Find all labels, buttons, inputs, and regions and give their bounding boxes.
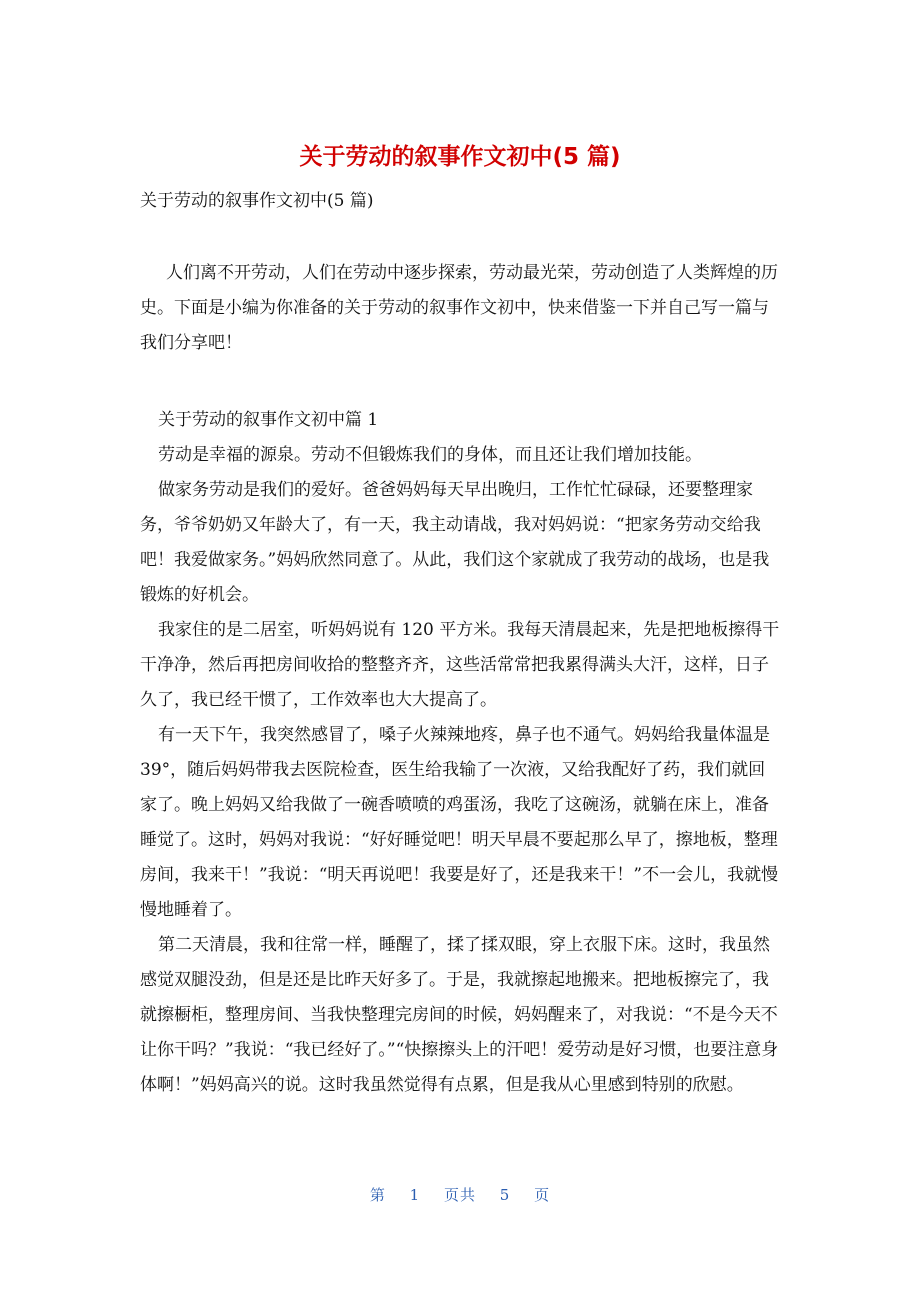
intro-paragraph: 人们离不开劳动，人们在劳动中逐步探索，劳动最光荣，劳动创造了人类辉煌的历史。下面是小编为你准备的关于劳动的叙事作文初中，快来借鉴一下并自己写一篇与我们分享吧！ [140,263,778,353]
document-title: 关于劳动的叙事作文初中(5 篇) [299,144,621,170]
page-label-suffix: 页 [534,1186,551,1204]
article-paragraph: 第二天清晨，我和往常一样，睡醒了，揉了揉双眼，穿上衣服下床。这时，我虽然感觉双腿没劲，但是还是比昨天好多了。于是，我就擦起地搬来。把地板擦完了，我就擦橱柜，整理房间、当我快整理完房间的时候，妈妈醒来了，对我说：“不是今天不让你干吗？”我说：“我已经好了。”“快擦擦头上的汗吧！爱劳动是好习惯，也要注意身体啊！”妈妈高兴的说。这时我虽然觉得有点累，但是我从心里感到特别的欣慰。 [140,935,779,1095]
current-page-number: 1 [409,1186,421,1204]
total-pages-number: 5 [499,1186,511,1204]
article-paragraph: 做家务劳动是我们的爱好。爸爸妈妈每天早出晚归，工作忙忙碌碌，还要整理家务，爷爷奶奶又年龄大了，有一天，我主动请战，我对妈妈说：“把家务劳动交给我吧！我爱做家务。”妈妈欣然同意了。从此，我们这个家就成了我劳动的战场，也是我锻炼的好机会。 [140,480,770,605]
article-paragraph: 我家住的是二居室，听妈妈说有 120 平方米。我每天清晨起来，先是把地板擦得干干净净，然后再把房间收拾的整整齐齐，这些活常常把我累得满头大汗，这样，日子久了，我已经干惯了，工作效率也大大提高了。 [140,620,780,710]
page-footer [0,1184,920,1205]
article-body [140,438,780,1103]
page-label-middle: 页共 [443,1186,476,1204]
article-paragraph: 劳动是幸福的源泉。劳动不但锻炼我们的身体，而且还让我们增加技能。 [158,445,702,465]
article-paragraph: 有一天下午，我突然感冒了，嗓子火辣辣地疼，鼻子也不通气。妈妈给我量体温是 39°，随后妈妈带我去医院检查，医生给我输了一次液，又给我配好了药，我们就回家了。晚上妈妈又给我做了一碗香喷喷的鸡蛋汤，我吃了这碗汤，就躺在床上，准备睡觉了。这时，妈妈对我说：“好好睡觉吧！明天早晨不要起那么早了，擦地板，整理房间，我来干！”我说：“明天再说吧！我要是好了，还是我来干！”不一会儿，我就慢慢地睡着了。 [140,725,779,920]
section-heading: 关于劳动的叙事作文初中篇 1 [158,410,379,430]
document-subtitle: 关于劳动的叙事作文初中(5 篇) [140,191,374,211]
page-label-prefix: 第 [369,1186,386,1204]
